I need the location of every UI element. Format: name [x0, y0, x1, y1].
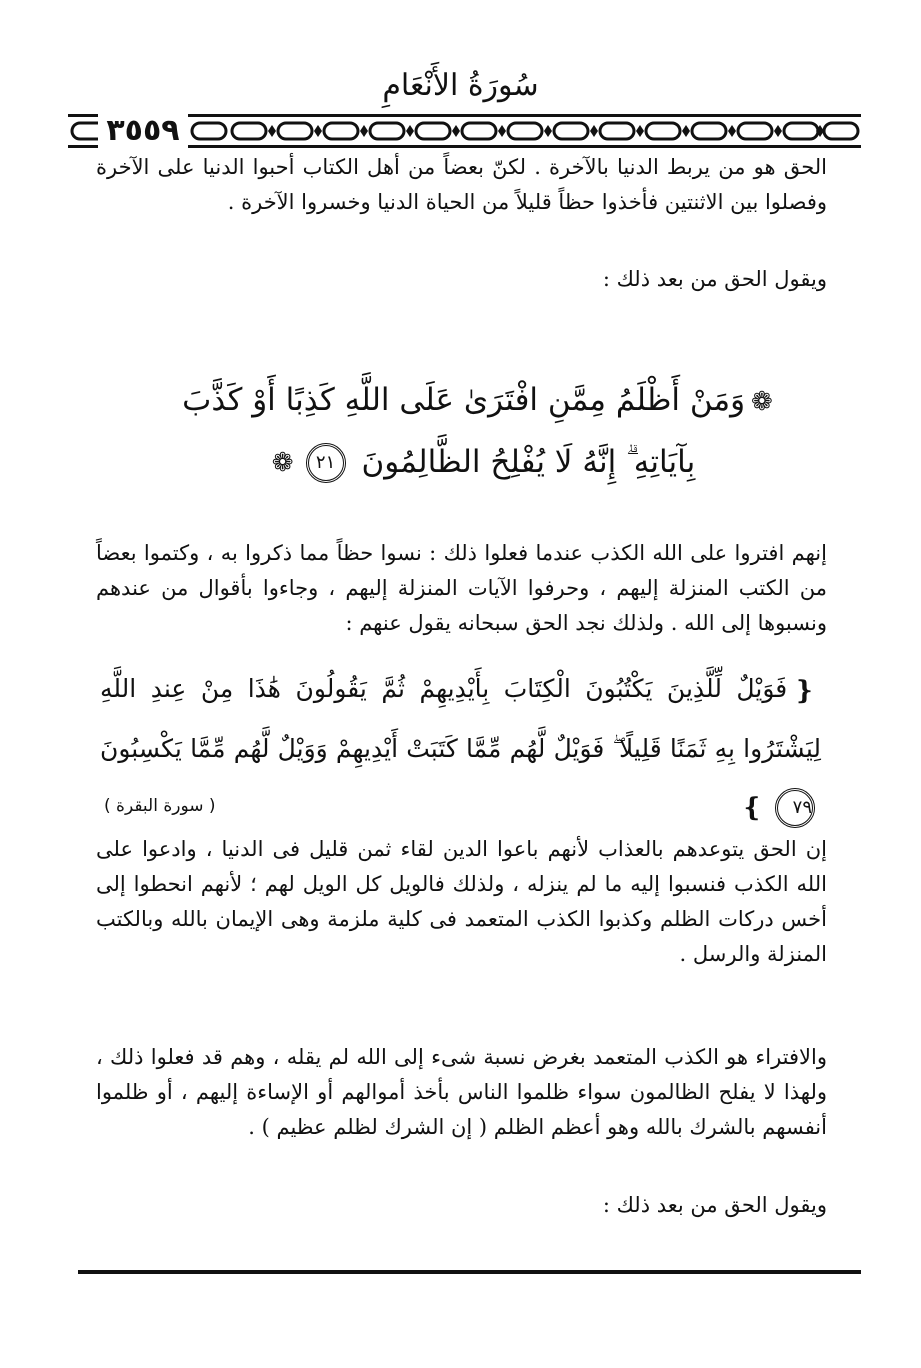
surah-title: سُورَةُ الأَنْعَامِ — [382, 68, 539, 103]
verse-number-badge: ٢١ — [306, 443, 346, 483]
paragraph-3: إن الحق يتوعدهم بالعذاب لأنهم باعوا الدين لقاء ثمن قليل فى الدنيا ، وادعوا على الله الكذب فنسبوا إليه ما لم ينزله ، ولذلك فالويل كل الويل لهم ؛ لأنهم انحطوا إلى أخس دركات الظلم وكذبوا الكذب المتعمد فى كلية ملزمة وهى الإيمان بالله وبالكتب المنزلة والرسل . — [96, 837, 827, 966]
quote-bracket-icon: ❴ — [793, 675, 815, 706]
quoted-verse-number-badge: ٧٩ — [775, 788, 815, 828]
quran-verse-block — [150, 370, 811, 493]
footer-rule — [78, 1270, 861, 1274]
paragraph-2: إنهم افتروا على الله الكذب عندما فعلوا ذلك : نسوا حظاً مما ذكروا به ، وكتموا بعضاً من الكتب المنزلة إليهم ، وحرفوا الآيات المنزلة إليهم ، وجاءوا بأقوال من عندهم ونسبوها إلى الله . ولذلك نجد الحق سبحانه يقول عنهم : — [96, 541, 827, 635]
quote-bracket-icon: ❵ — [741, 793, 763, 823]
page-number: ٣٥٥٩ — [98, 112, 188, 150]
intro-line-1: ويقول الحق من بعد ذلك : — [602, 267, 827, 291]
paragraph-4: والافتراء هو الكذب المتعمد بغرض نسبة شىء إلى الله لم يقله ، وهم قد فعلوا ذلك ، ولهذا لا يفلح الظالمون سواء ظلموا الناس بأخذ أموالهم أو الإساءة إليهم ، أو ظلموا أنفسهم بالشرك بالله وهو أعظم الظلم ( إن الشرك لظلم عظيم ) . — [96, 1045, 827, 1139]
intro-line-2: ويقول الحق من بعد ذلك : — [602, 1193, 827, 1217]
floral-ornament-icon: ❁ — [751, 386, 773, 417]
floral-ornament-icon: ❁ — [271, 448, 294, 478]
paragraph-1: الحق هو من يربط الدنيا بالآخرة . لكنّ بعضاً من أهل الكتاب أحبوا الدنيا على الآخرة وفصلوا بين الاثنتين فأخذوا حظاً قليلاً من الحياة الدنيا وخسروا الآخرة . — [96, 155, 827, 214]
quoted-verse-text: فَوَيْلٌ لِّلَّذِينَ يَكْتُبُونَ الْكِتَابَ بِأَيْدِيهِمْ ثُمَّ يَقُولُونَ هَٰذَا مِنْ عِندِ اللَّهِ لِيَشْتَرُوا بِهِ ثَمَنًا قَلِيلًا ۖ فَوَيْلٌ لَّهُم مِّمَّا كَتَبَتْ أَيْدِيهِمْ وَوَيْلٌ لَّهُم مِّمَّا يَكْسِبُونَ — [100, 674, 821, 763]
verse-text: وَمَنْ أَظْلَمُ مِمَّنِ افْتَرَىٰ عَلَى اللَّهِ كَذِبًا أَوْ كَذَّبَ بِآيَاتِهِ ۗ إِنَّهُ لَا يُفْلِحُ الظَّالِمُونَ — [182, 382, 746, 480]
surah-reference: ( سورة البقرة ) — [104, 796, 216, 816]
